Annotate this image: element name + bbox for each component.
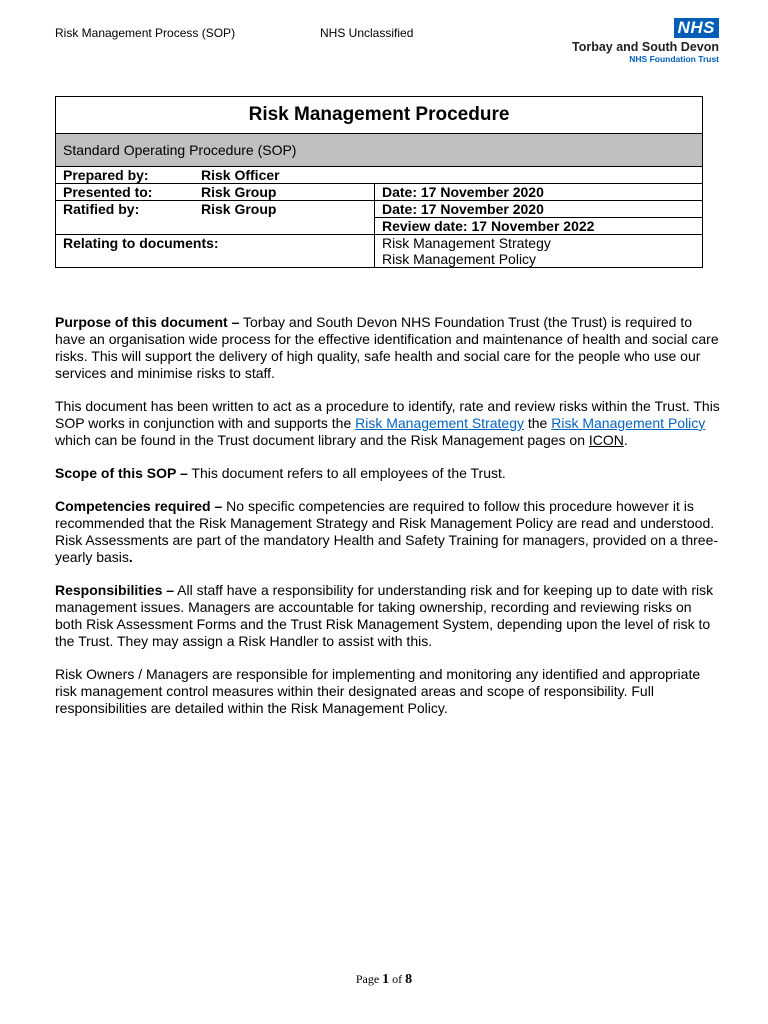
purpose-heading: Purpose of this document –	[55, 314, 240, 330]
prepared-label: Prepared by:	[56, 167, 195, 184]
prepared-value: Risk Officer	[194, 167, 703, 184]
risk-strategy-link[interactable]: Risk Management Strategy	[355, 415, 524, 431]
page-total: 8	[405, 972, 413, 987]
header-classification: NHS Unclassified	[320, 26, 414, 40]
nhs-trust-logo	[572, 18, 719, 64]
nhs-logo-icon: NHS	[674, 18, 719, 38]
conjunction-text: the	[523, 415, 552, 431]
presented-date: Date: 17 November 2020	[375, 184, 703, 201]
org-subtitle: NHS Foundation Trust	[629, 54, 719, 64]
page-footer	[0, 972, 768, 988]
page-number: 1	[382, 972, 390, 987]
scope-paragraph	[55, 465, 720, 482]
conjunction-text: This document has been written to act as a procedure to identify, rate and review risks within the Trust. This SOP works in conjunction with and supports the	[55, 398, 720, 431]
procedure-title: Risk Management Procedure	[56, 97, 703, 134]
conjunction-paragraph	[55, 398, 720, 449]
purpose-text: Torbay and South Devon NHS Foundation Trust (the Trust) is required to have an organisation wide process for the effective identification and maintenance of health and social care risks. This will support the delivery of high quality, safe health and social care for the people who use our services and minimise risks to staff.	[55, 314, 719, 381]
conjunction-text: which can be found in the Trust document library and the Risk Management pages on	[55, 432, 589, 448]
scope-heading: Scope of this SOP –	[55, 465, 188, 481]
empty-cell	[56, 218, 195, 235]
risk-policy-link[interactable]: Risk Management Policy	[551, 415, 706, 431]
responsibilities-text: All staff have a responsibility for understanding risk and for keeping up to date with risk management issues. Managers are accountable for taking ownership, recording and reviewing risks on both Risk Assessment Forms and the Trust Risk Management System, depending upon the level of risk to the Trust. They may assign a Risk Handler to assist with this.	[55, 582, 714, 649]
relating-documents	[375, 235, 703, 268]
presented-label: Presented to:	[56, 184, 195, 201]
icon-link[interactable]: ICON	[588, 432, 624, 448]
org-name: Torbay and South Devon	[572, 40, 719, 54]
of-word: of	[389, 972, 406, 986]
risk-owners-paragraph: Risk Owners / Managers are responsible for implementing and monitoring any identified and appropriate risk management control measures within their designated areas and scope of responsibility. Full responsibilities are detailed within the Risk Management Policy.	[55, 666, 701, 716]
page-word: Page	[355, 972, 383, 986]
competencies-text: No specific competencies are required to follow this procedure however it is recommended that the Risk Management Strategy and Risk Management Policy are read and understood. Risk Assessments are part of the mandatory Health and Safety Training for managers, provided on a three-yearly basis	[55, 498, 719, 565]
empty-cell	[194, 218, 375, 235]
relating-label: Relating to documents:	[56, 235, 375, 268]
presented-value: Risk Group	[194, 184, 375, 201]
conjunction-text: .	[623, 432, 628, 448]
competencies-heading: Competencies required –	[55, 498, 223, 514]
responsibilities-heading: Responsibilities –	[55, 582, 175, 598]
competencies-paragraph	[55, 498, 720, 566]
review-date: Review date: 17 November 2022	[375, 218, 703, 235]
competencies-end: .	[128, 549, 133, 565]
ratified-value: Risk Group	[194, 201, 375, 218]
procedure-subtitle: Standard Operating Procedure (SOP)	[56, 134, 703, 167]
relating-doc-policy: Risk Management Policy	[382, 251, 537, 267]
relating-doc-strategy: Risk Management Strategy	[382, 235, 551, 251]
header-doc-title: Risk Management Process (SOP)	[55, 26, 236, 40]
ratified-date: Date: 17 November 2020	[375, 201, 703, 218]
responsibilities-paragraph	[55, 582, 720, 650]
ratified-label: Ratified by:	[56, 201, 195, 218]
document-body	[55, 314, 720, 733]
document-control-table	[55, 96, 703, 268]
scope-text: This document refers to all employees of the Trust.	[187, 465, 506, 481]
purpose-paragraph	[55, 314, 720, 382]
